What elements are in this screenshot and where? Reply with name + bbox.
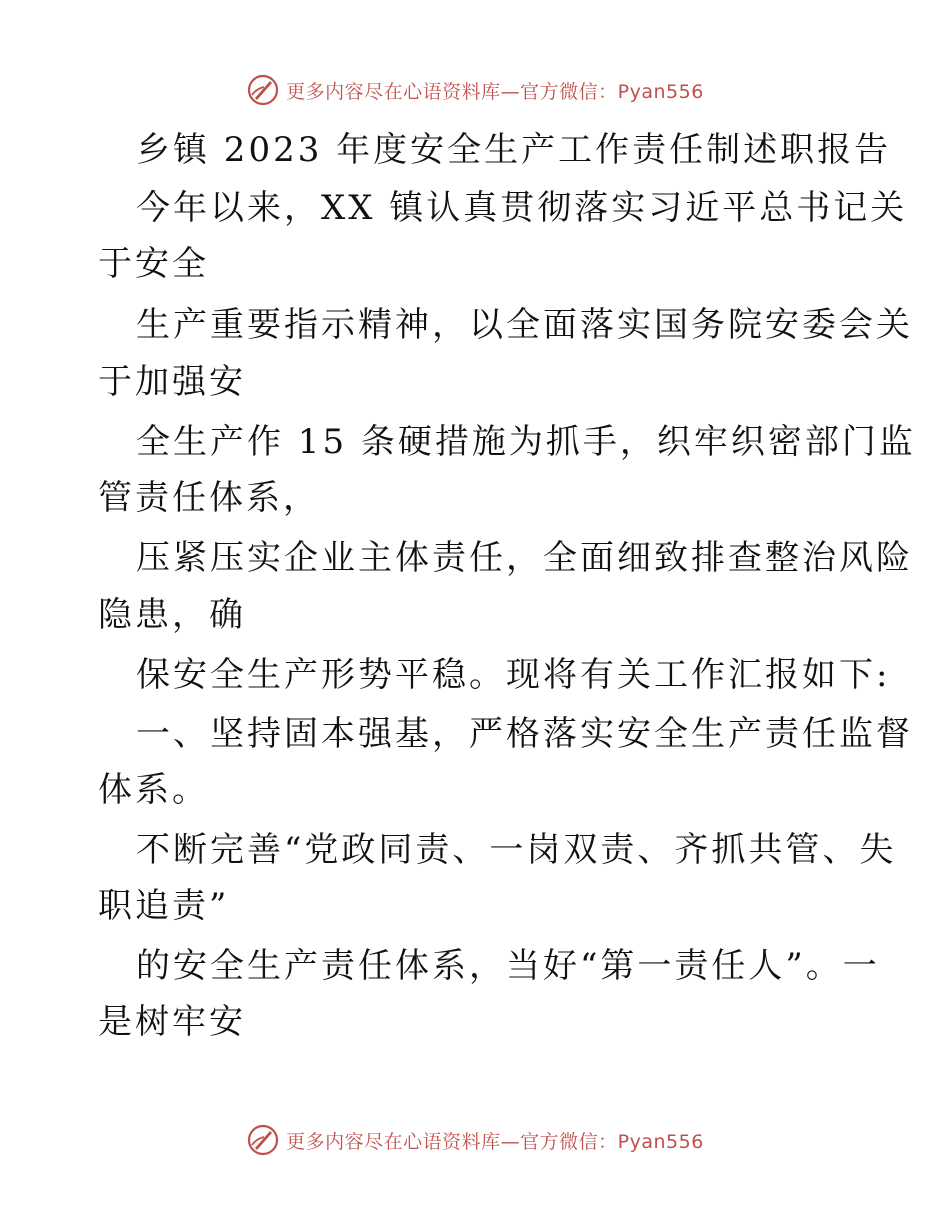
paragraph-line: 生产重要指示精神，以全面落实国务院安委会关 bbox=[136, 305, 913, 345]
paragraph-line: 的安全生产责任体系，当好“第一责任人”。一 bbox=[136, 946, 880, 986]
paragraph-line: 保安全生产形势平稳。现将有关工作汇报如下: bbox=[136, 655, 891, 695]
paragraph-line: 是树牢安 bbox=[98, 1002, 246, 1042]
paragraph-line: 隐患，确 bbox=[98, 595, 246, 635]
paragraph-line: 管责任体系， bbox=[98, 478, 320, 518]
quill-logo-icon bbox=[246, 73, 280, 107]
paragraph-line: 压紧压实企业主体责任，全面细致排查整治风险 bbox=[136, 538, 913, 578]
paragraph-line: 职追责” bbox=[98, 886, 230, 926]
document-title: 乡镇 2023 年度安全生产工作责任制述职报告 bbox=[136, 130, 892, 170]
paragraph-line: 全生产作 15 条硬措施为抓手，织牢织密部门监 bbox=[136, 422, 916, 462]
paragraph-line: 于安全 bbox=[98, 244, 209, 284]
paragraph-line: 于加强安 bbox=[98, 362, 246, 402]
paragraph-line: 体系。 bbox=[98, 770, 209, 810]
footer-banner bbox=[0, 1120, 950, 1160]
quill-logo-icon bbox=[246, 1123, 280, 1157]
paragraph-line: 不断完善“党政同责、一岗双责、齐抓共管、失 bbox=[136, 830, 897, 870]
banner-text: 更多内容尽在心语资料库—官方微信：Pyan556 bbox=[286, 1130, 704, 1153]
banner-text: 更多内容尽在心语资料库—官方微信：Pyan556 bbox=[286, 80, 704, 103]
paragraph-line: 今年以来，XX 镇认真贯彻落实习近平总书记关 bbox=[136, 188, 908, 228]
section-heading: 一、坚持固本强基，严格落实安全生产责任监督 bbox=[136, 714, 913, 754]
header-banner bbox=[0, 70, 950, 110]
